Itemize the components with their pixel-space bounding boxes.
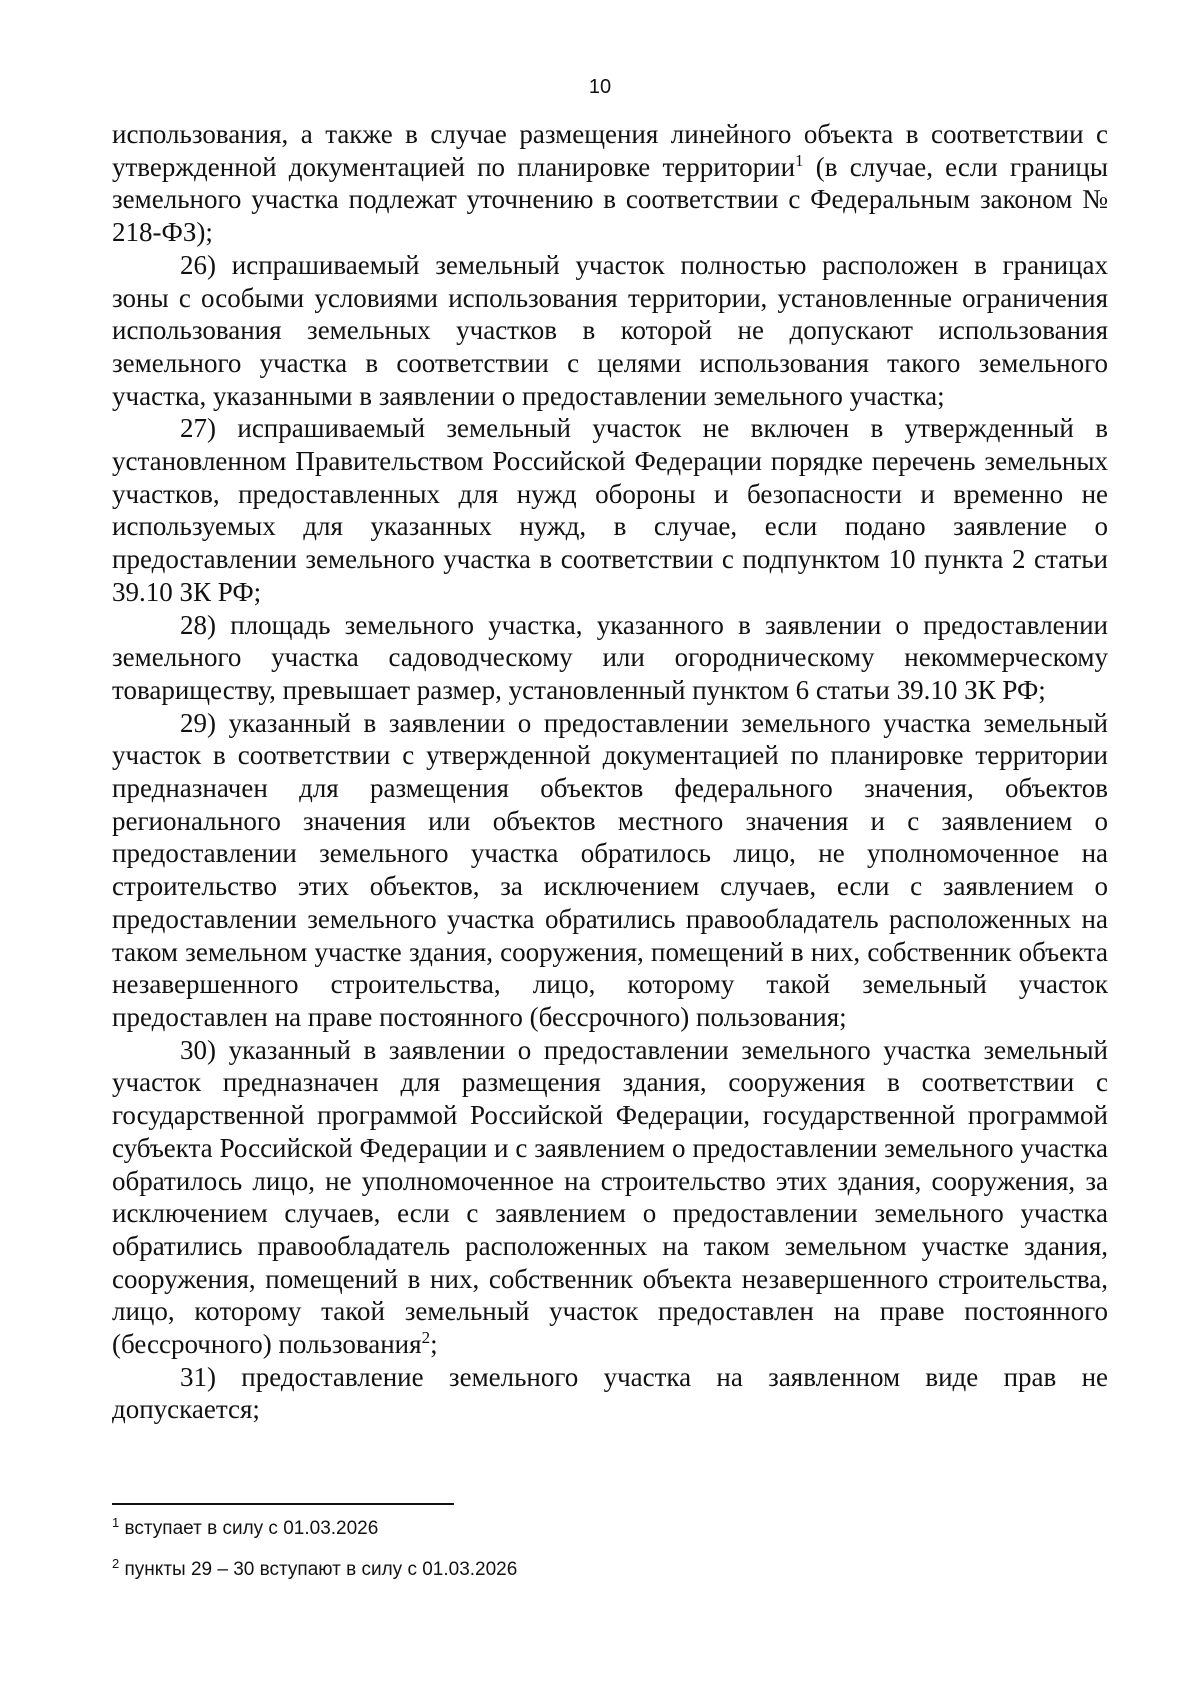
footnote-text: вступает в силу с 01.03.2026 bbox=[119, 1518, 379, 1539]
footnote-reference-1[interactable]: 1 bbox=[795, 150, 804, 170]
list-item-31: 31) предоставление земельного участка на заявленном виде прав не допускается; bbox=[112, 1361, 1108, 1425]
footnote-text: пункты 29 – 30 вступают в силу с 01.03.2026 bbox=[119, 1559, 518, 1580]
paragraph-text: 30) указанный в заявлении о предоставлении земельного участка земельный участок предназначен для размещения здания, сооружения в соответствии с государственной программой Российской Федерации, государственной программой субъекта Российской Федерации и с заявлением о предоставлении земельного участка обратилось лицо, не уполномоченное на строительство этих здания, сооружения, за исключением случаев, если с заявлением о предоставлении земельного участка обратились правообладатель расположенных на таком земельном участке здания, сооружения, помещений в них, собственник объекта незавершенного строительства, лицо, которому такой земельный участок предоставлен на праве постоянного (бессрочного) пользования bbox=[112, 1034, 1108, 1360]
paragraph-text: ; bbox=[430, 1329, 438, 1360]
paragraph-text: (в случае, если границы земельного участка подлежат уточнению в соответствии с Федеральным законом № 218-ФЗ); bbox=[112, 151, 1109, 248]
paragraph-text: использования, а также в случае размещения линейного объекта в соответствии с утвержденной документацией по планировке территории bbox=[112, 119, 1108, 182]
footnote-mark: 2 bbox=[112, 1556, 120, 1571]
list-item-29: 29) указанный в заявлении о предоставлении земельного участка земельный участок в соответствии с утвержденной документацией по планировке территории предназначен для размещения объектов федерального значения, объектов регионального значения или объектов местного значения и с заявлением о предоставлении земельного участка обратилось лицо, не уполномоченное на строительство этих объектов, за исключением случаев, если с заявлением о предоставлении земельного участка обратились правообладатель расположенных на таком земельном участке здания, сооружения, помещений в них, собственник объекта незавершенного строительства, лицо, которому такой земельный участок предоставлен на праве постоянного (бессрочного) пользования; bbox=[112, 707, 1108, 1032]
footnote-1 bbox=[112, 1517, 812, 1541]
list-item-27: 27) испрашиваемый земельный участок не включен в утвержденный в установленном Правительством Российской Федерации порядке перечень земельных участков, предоставленных для нужд обороны и безопасности и временно не используемых для указанных нужд, в случае, если подано заявление о предоставлении земельного участка в соответствии с подпунктом 10 пункта 2 статьи 39.10 ЗК РФ; bbox=[112, 413, 1108, 607]
document-body bbox=[112, 118, 1108, 1426]
page-number: 10 bbox=[588, 76, 612, 98]
footnote-2 bbox=[112, 1558, 812, 1582]
footnote-reference-2[interactable]: 2 bbox=[421, 1328, 431, 1348]
list-item-30 bbox=[112, 1034, 1108, 1361]
list-item-28: 28) площадь земельного участка, указанного в заявлении о предоставлении земельного участка садоводческому или огородническому некоммерческому товариществу, превышает размер, установленный пунктом 6 статьи 39.10 ЗК РФ; bbox=[112, 609, 1108, 705]
footnote-separator bbox=[112, 1503, 454, 1505]
list-item-26: 26) испрашиваемый земельный участок полностью расположен в границах зоны с особыми условиями использования территории, установленные ограничения использования земельных участков в которой не допускают использования земельного участка в соответствии с целями использования такого земельного участка, указанными в заявлении о предоставлении земельного участка; bbox=[112, 249, 1108, 411]
paragraph-continuation bbox=[112, 118, 1108, 249]
footnote-mark: 1 bbox=[112, 1515, 120, 1530]
